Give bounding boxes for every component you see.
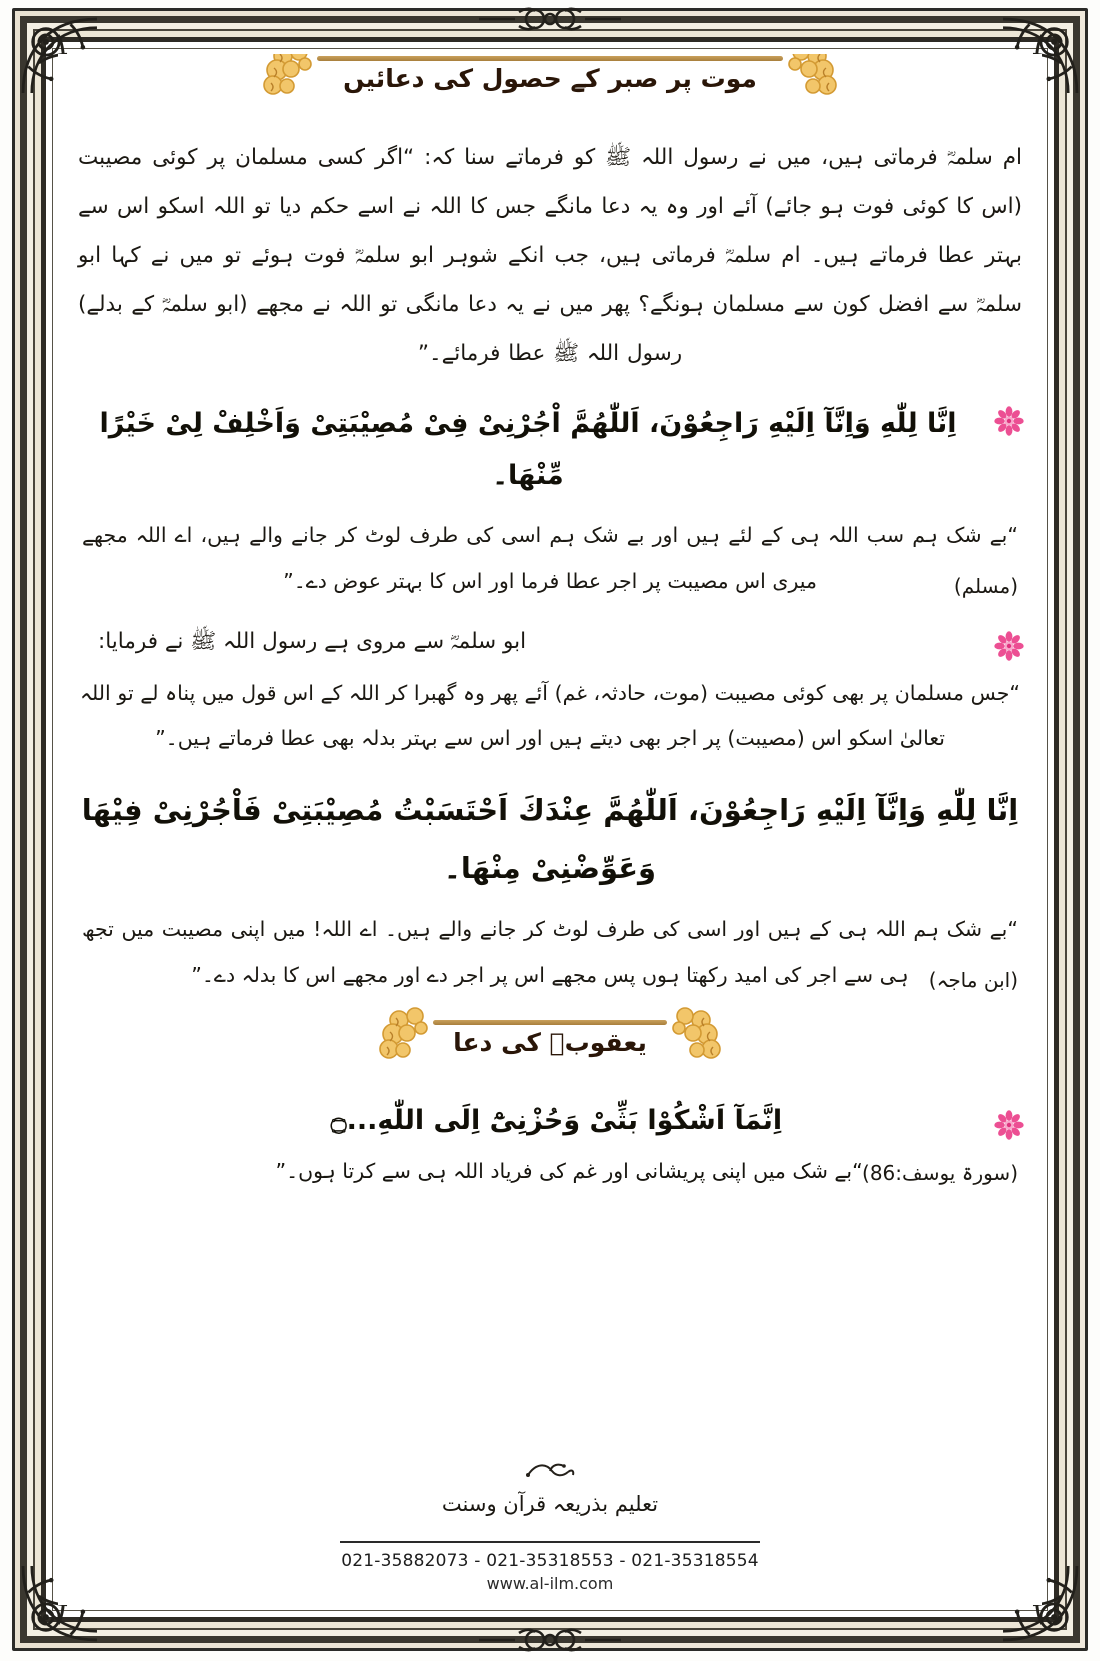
narration-lead: ابو سلمہؓ سے مروی ہے رسول اللہ ﷺ نے فرمایا: bbox=[98, 629, 527, 655]
dua-2-arabic-line-2: وَعَوِّضْنِىْ مِنْهَا۔ bbox=[443, 851, 657, 886]
verse-translation: “بے شک میں اپنی پریشانی اور غم کی فریاد اللہ ہی سے کرتا ہوں۔” bbox=[275, 1159, 863, 1184]
flower-bullet-icon bbox=[994, 406, 1024, 436]
second-section-title: یعقوبؑ کی دعا bbox=[453, 1028, 647, 1058]
page-title: موت پر صبر کے حصول کی دعائیں bbox=[343, 64, 757, 93]
verse-citation: (سورۃ یوسف:86) bbox=[862, 1161, 1018, 1186]
dua-1-source: (مسلم) bbox=[953, 574, 1018, 599]
flower-bullet-icon bbox=[994, 1110, 1024, 1140]
second-banner-wrap bbox=[72, 1018, 1028, 1075]
dua-1-arabic: اِنَّا لِلّٰهِ وَاِنَّآ اِلَيْهِ رَاجِعُوْنَ، اَللّٰهُمَّ اْجُرْنِىْ فِىْ مُصِيْبَتِىْ وَاَخْلِفْ لِىْ خَيْرًا مِّنْهَا۔ bbox=[99, 407, 957, 492]
banner-ornament-right bbox=[765, 54, 839, 96]
narration-lead-row bbox=[76, 620, 1024, 663]
verse-row bbox=[76, 1095, 1024, 1146]
dua-2-row-2 bbox=[76, 839, 1024, 897]
document-content bbox=[58, 54, 1042, 1605]
organization-line: تعلیم بذریعہ قرآن وسنت bbox=[441, 1492, 659, 1517]
title-banner-wrap bbox=[72, 54, 1028, 111]
website-url[interactable]: www.al-ilm.com bbox=[486, 1574, 614, 1593]
phone-numbers: 021-35882073 - 021-35318553 - 021-35318554 bbox=[341, 1551, 759, 1571]
banner-ornament-right bbox=[649, 1006, 723, 1060]
edge-ornament-bottom bbox=[475, 1627, 625, 1653]
intro-paragraph: ام سلمہؓ فرماتی ہیں، میں نے رسول اللہ ﷺ کو فرماتے سنا کہ: “اگر کسی مسلمان پر کوئی مصیبت (اس کا کوئی فوت ہو جائے) آئے اور وہ یہ دعا مانگے جس کا اللہ نے اسے حکم دیا تو اللہ اسکو اس سے بہتر عطا فرماتے ہیں۔ ام سلمہؓ فرماتی ہیں، جب انکے شوہر ابو سلمہؓ فوت ہوئے تو میں نے کہا ابو سلمہؓ سے افضل کون سے مسلمان ہونگے؟ پھر میں نے یہ دعا مانگی تو اللہ نے مجھے (ابو سلمہؓ کے بدلے) رسول اللہ ﷺ عطا فرمائے۔” bbox=[78, 144, 1022, 366]
banner-ornament-left bbox=[261, 54, 335, 96]
flower-bullet-icon bbox=[994, 631, 1024, 661]
title-banner bbox=[269, 54, 831, 111]
dua-1-row bbox=[76, 398, 1024, 503]
dua-2-source: (ابن ماجہ) bbox=[928, 968, 1018, 993]
banner-ornament-left bbox=[377, 1006, 451, 1060]
dua-2-translation: “بے شک ہم اللہ ہی کے ہیں اور اسی کی طرف لوٹ کر جانے والے ہیں۔ اے اللہ! میں اپنی مصیبت میں تجھ ہی سے اجر کی امید رکھتا ہوں پس مجھے اس پر اجر دے اور مجھے اس کا بدلہ دے۔” bbox=[82, 917, 1018, 987]
edge-ornament-top bbox=[475, 6, 625, 32]
paper-area bbox=[58, 54, 1042, 1605]
verse-arabic: اِنَّمَآ اَشْكُوْا بَثِّىْ وَحُزْنِىْٓ اِلَى اللّٰهِ...۝ bbox=[330, 1105, 783, 1137]
dua-2-arabic-line-1: اِنَّا لِلّٰهِ وَاِنَّآ اِلَيْهِ رَاجِعُوْنَ، اَللّٰهُمَّ عِنْدَكَ اَحْتَسَبْتُ مُصِيْبَتِىْ فَاْجُرْنِىْ فِيْهَا bbox=[81, 793, 1019, 828]
footer-divider bbox=[340, 1541, 760, 1543]
narration-body: “جس مسلمان پر بھی کوئی مصیبت (موت، حادثہ، غم) آئے پھر وہ گھبرا کر اللہ کے اس قول میں پناہ لے تو اللہ تعالیٰ اسکو اس (مصیبت) پر اجر بھی دیتے ہیں اور اس سے بہتر بدلہ بھی عطا فرماتے ہیں۔” bbox=[80, 681, 1020, 751]
page-footer bbox=[58, 1459, 1042, 1593]
flourish-ornament-icon bbox=[58, 1459, 1042, 1483]
second-banner bbox=[385, 1018, 715, 1075]
dua-1-translation: “بے شک ہم سب اللہ ہی کے لئے ہیں اور بے شک ہم اسی کی طرف لوٹ کر جانے والے ہیں، اے اللہ مجھے میری اس مصیبت پر اجر عطا فرما اور اس کا بہتر عوض دے۔” bbox=[82, 523, 1018, 593]
dua-2-row bbox=[76, 781, 1024, 839]
